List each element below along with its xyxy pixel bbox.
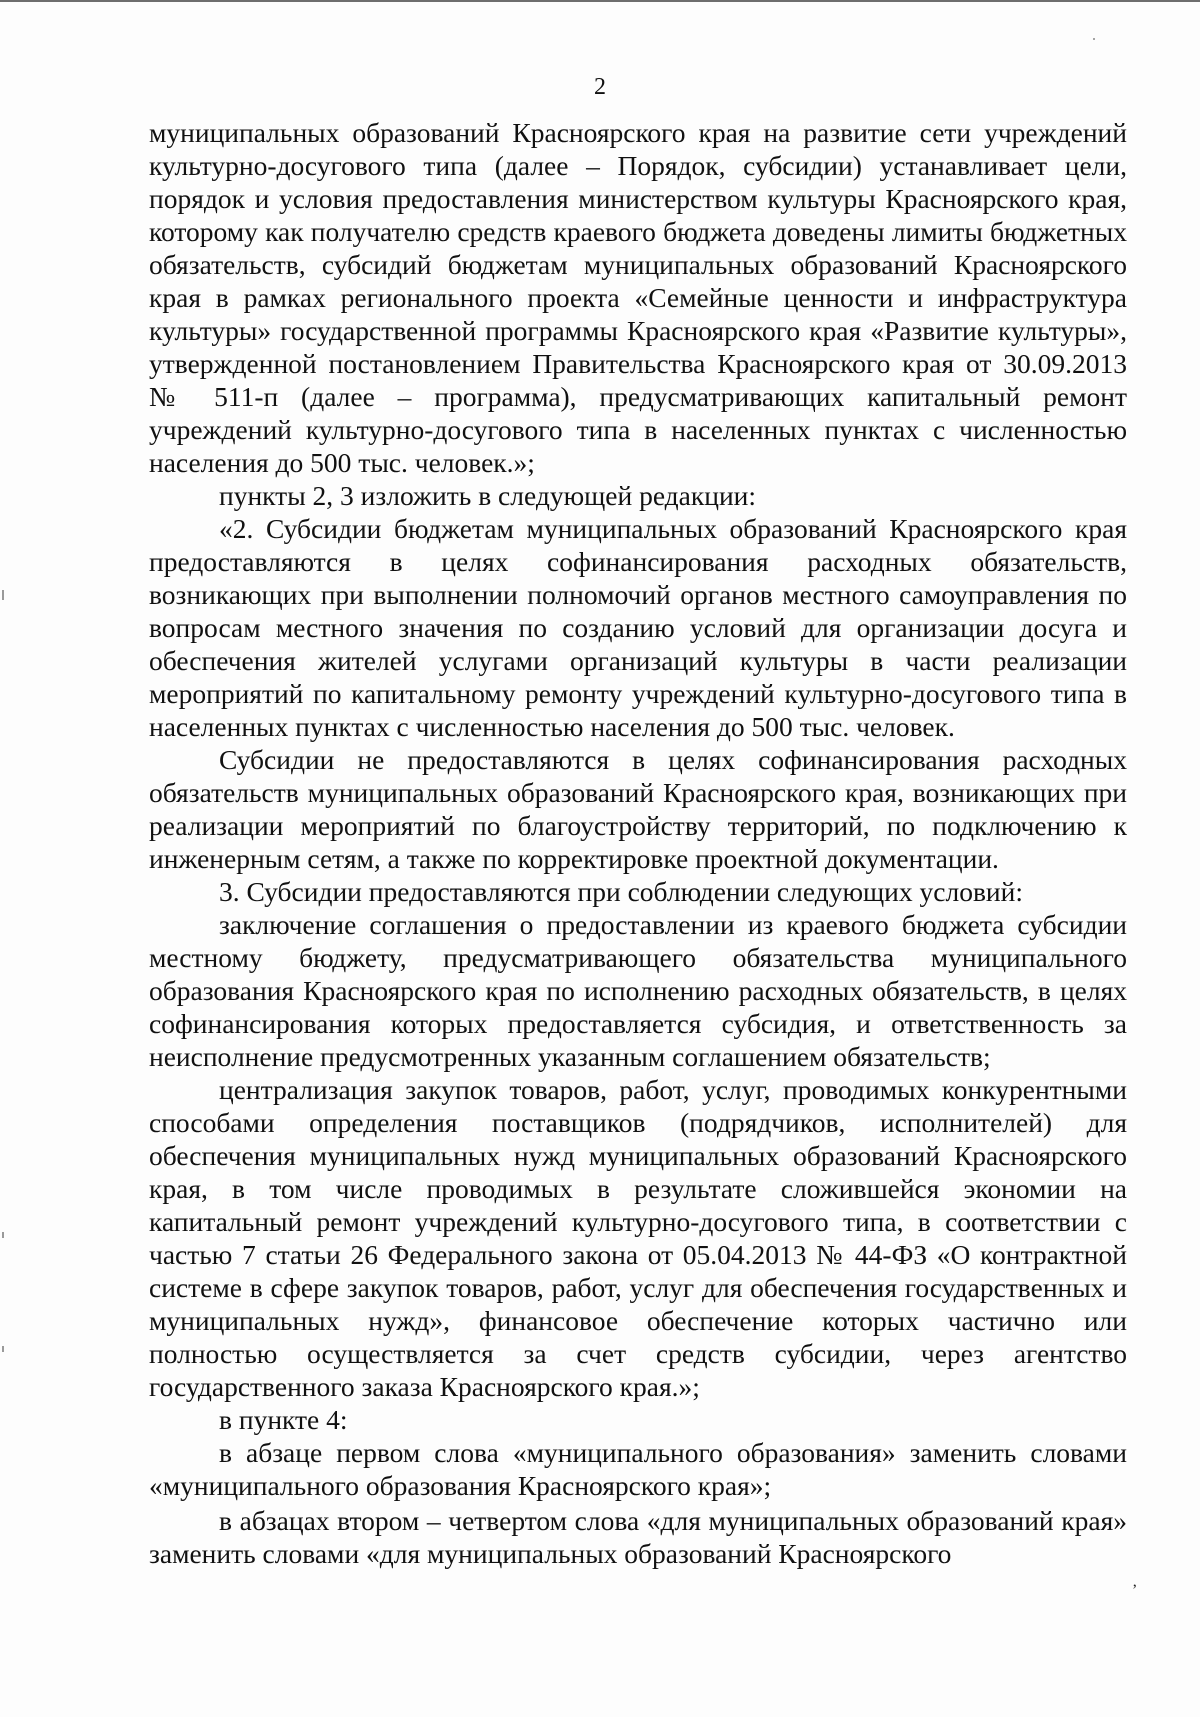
paragraph: пункты 2, 3 изложить в следующей редакции: — [219, 480, 757, 511]
paragraph: в пункте 4: — [219, 1404, 348, 1435]
scan-left-mark — [2, 1346, 4, 1352]
page-number: 2 — [594, 74, 606, 100]
paragraph: Субсидии не предоставляются в целях софинансирования расходных обязательств муниципальных образований Красноярского края, возникающих при реализации мероприятий по благоустройству территорий, по подключению к инженерным сетям, а также по корректировке проектной документации. — [149, 744, 1127, 874]
scan-left-mark — [2, 1232, 4, 1238]
paragraph: в абзаце первом слова «муниципального образования» заменить словами «муниципального образования Красноярского края»; — [149, 1437, 1127, 1501]
paragraph: в абзацах втором – четвертом слова «для муниципальных образований края» заменить словами «для муниципальных образований Красноярского — [149, 1505, 1127, 1569]
stray-mark: ’ — [1132, 1582, 1138, 1599]
paragraph: «2. Субсидии бюджетам муниципальных образований Красноярского края предоставляются в целях софинансирования расходных обязательств, возникающих при выполнении полномочий органов местного самоуправления по вопросам местного значения по созданию условий для организации досуга и обеспечения жителей услугами организаций культуры в части реализации мероприятий по капитальному ремонту учреждений культурно-досугового типа в населенных пунктах с численностью населения до 500 тыс. человек. — [149, 513, 1127, 742]
scan-left-mark — [2, 590, 4, 600]
scan-top-edge — [0, 0, 1200, 2]
paragraph: централизация закупок товаров, работ, услуг, проводимых конкурентными способами определения поставщиков (подрядчиков, исполнителей) для обеспечения муниципальных нужд муниципальных образований Красноярского края, в том числе проводимых в результате сложившейся экономии на капитальный ремонт учреждений культурно-досугового типа, в соответствии с частью 7 статьи 26 Федерального закона от 05.04.2013 № 44-ФЗ «О контрактной системе в сфере закупок товаров, работ, услуг для обеспечения государственных и муниципальных нужд», финансовое обеспечение которых частично или полностью осуществляется за счет средств субсидии, через агентство государственного заказа Красноярского края.»; — [149, 1074, 1127, 1402]
paragraph: 3. Субсидии предоставляются при соблюдении следующих условий: — [219, 876, 1023, 907]
scan-speck — [1093, 38, 1095, 40]
paragraph-continuation: муниципальных образований Красноярского края на развитие сети учреждений культурно-досугового типа (далее – Порядок, субсидии) устанавливает цели, порядок и условия предоставления министерством культуры Красноярского края, которому как получателю средств краевого бюджета доведены лимиты бюджетных обязательств, субсидий бюджетам муниципальных образований Красноярского края в рамках регионального проекта «Семейные ценности и инфраструктура культуры» государственной программы Красноярского края «Развитие культуры», утвержденной постановлением Правительства Красноярского края от 30.09.2013 № 511-п (далее – программа), предусматривающих капитальный ремонт учреждений культурно-досугового типа в населенных пунктах с численностью населения до 500 тыс. человек.»; — [149, 117, 1127, 478]
document-body — [149, 116, 1127, 1570]
paragraph: заключение соглашения о предоставлении из краевого бюджета субсидии местному бюджету, предусматривающего обязательства муниципального образования Красноярского края по исполнению расходных обязательств, в целях софинансирования которых предоставляется субсидия, и ответственность за неисполнение предусмотренных указанным соглашением обязательств; — [149, 909, 1127, 1072]
